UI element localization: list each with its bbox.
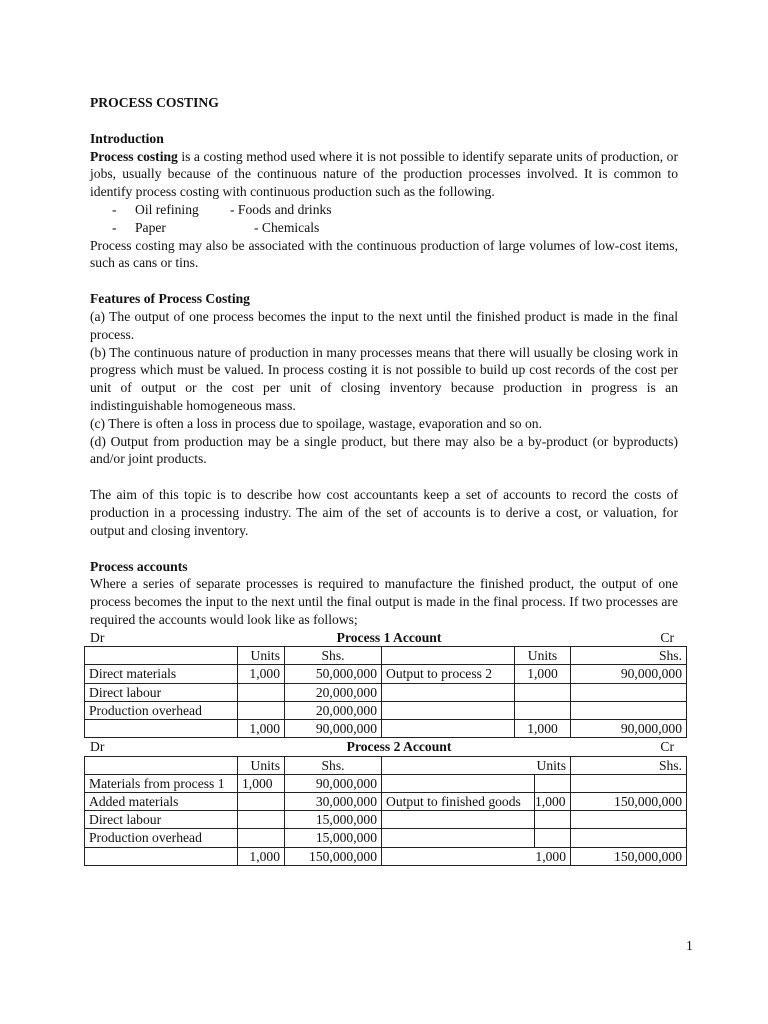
row-description xyxy=(382,774,535,792)
table-row xyxy=(85,792,687,810)
process-accounts-heading: Process accounts xyxy=(90,558,188,574)
feature-item-c: (c) There is often a loss in process due to spoilage, wastage, evaporation and so on. xyxy=(90,415,542,431)
table-row xyxy=(85,683,687,701)
row-amount: 15,000,000 xyxy=(285,829,382,847)
row-amount: 90,000,000 xyxy=(571,665,687,683)
total-units: 1,000 xyxy=(515,719,571,737)
account2-table xyxy=(84,756,687,866)
account1-title: Process 1 Account xyxy=(336,629,442,645)
shs-header: Shs. xyxy=(571,756,687,774)
row-units xyxy=(238,683,285,701)
table-row xyxy=(85,701,687,719)
row-units xyxy=(238,811,285,829)
account1-table xyxy=(84,646,687,738)
row-amount xyxy=(571,701,687,719)
row-description: Direct labour xyxy=(85,811,238,829)
dr-label: Dr xyxy=(90,739,105,755)
document-page xyxy=(89,94,682,866)
intro-paragraph-2: Process costing may also be associated with the continuous production of large volumes of low-cost items, such as cans or tins. xyxy=(90,237,678,271)
total-units: 1,000 xyxy=(382,847,571,865)
units-header: Units xyxy=(238,647,285,665)
total-units: 1,000 xyxy=(238,847,285,865)
dr-label: Dr xyxy=(90,629,105,645)
row-amount xyxy=(571,774,687,792)
table-row xyxy=(85,665,687,683)
row-units: 1,000 xyxy=(515,665,571,683)
account2-heading xyxy=(90,738,678,755)
row-amount: 15,000,000 xyxy=(285,811,382,829)
features-heading: Features of Process Costing xyxy=(90,291,250,307)
row-units: 1,000 xyxy=(535,792,571,810)
intro-heading: Introduction xyxy=(90,130,164,146)
table-header-row xyxy=(85,756,687,774)
units-header: Units xyxy=(515,647,571,665)
row-description: Production overhead xyxy=(85,829,238,847)
row-units xyxy=(238,792,285,810)
row-amount: 50,000,000 xyxy=(285,665,382,683)
total-units: 1,000 xyxy=(238,719,285,737)
row-description: Direct materials xyxy=(85,665,238,683)
table-row xyxy=(85,774,687,792)
shs-header: Shs. xyxy=(571,647,687,665)
bullet-item-a: Oil refining xyxy=(135,201,199,217)
row-units xyxy=(238,829,285,847)
table-total-row xyxy=(85,847,687,865)
row-units xyxy=(535,774,571,792)
table-row xyxy=(85,811,687,829)
row-description xyxy=(382,811,535,829)
row-amount xyxy=(571,829,687,847)
row-amount xyxy=(571,811,687,829)
bullet-dash: - xyxy=(112,201,117,217)
row-units xyxy=(535,829,571,847)
row-amount xyxy=(571,683,687,701)
page-title: PROCESS COSTING xyxy=(90,95,219,110)
account2-title: Process 2 Account xyxy=(346,739,452,755)
feature-item-d: (d) Output from production may be a single product, but there may also be a by-product (or byproducts) and/or joint products. xyxy=(90,433,678,467)
account1-heading xyxy=(90,629,678,646)
table-row xyxy=(85,829,687,847)
total-amount: 90,000,000 xyxy=(285,719,382,737)
intro-lead-term: Process costing xyxy=(90,148,178,164)
row-units xyxy=(238,701,285,719)
row-description: Output to process 2 xyxy=(382,665,515,683)
row-description: Direct labour xyxy=(85,683,238,701)
row-description: Added materials xyxy=(85,792,238,810)
row-amount: 30,000,000 xyxy=(285,792,382,810)
units-header: Units xyxy=(382,756,571,774)
cr-label: Cr xyxy=(660,739,674,755)
total-amount: 150,000,000 xyxy=(285,847,382,865)
row-amount: 150,000,000 xyxy=(571,792,687,810)
feature-item-b: (b) The continuous nature of production in many processes means that there will usually be closing work in progress which must be valued. In process costing it is not possible to build up cost records of the cost per unit of output or the cost per unit of closing inventory because production in progress is an indistinguishable homogeneous mass. xyxy=(90,344,678,413)
row-amount: 20,000,000 xyxy=(285,683,382,701)
row-description xyxy=(382,829,535,847)
row-description xyxy=(382,701,515,719)
row-description: Production overhead xyxy=(85,701,238,719)
intro-para1-text: is a costing method used where it is not possible to identify separate units of production, or jobs, usually because of the continuous nature of the production processes involved. It is common to identify process costing with continuous production such as the following. xyxy=(90,148,678,200)
table-header-row xyxy=(85,647,687,665)
page-number: 1 xyxy=(686,938,693,953)
bullet-item-a: Paper xyxy=(135,219,166,235)
table-total-row xyxy=(85,719,687,737)
row-amount: 20,000,000 xyxy=(285,701,382,719)
shs-header: Shs. xyxy=(285,647,382,665)
row-units: 1,000 xyxy=(238,665,285,683)
total-amount: 150,000,000 xyxy=(571,847,687,865)
row-units xyxy=(515,701,571,719)
shs-header: Shs. xyxy=(285,756,382,774)
cr-label: Cr xyxy=(660,629,674,645)
row-units xyxy=(515,683,571,701)
row-units xyxy=(535,811,571,829)
process-accounts-paragraph: Where a series of separate processes is required to manufacture the finished product, the output of one process becomes the input to the next until the final output is made in the final process. If two processes are required the accounts would look like as follows; xyxy=(90,576,678,627)
bullet-line-2 xyxy=(90,219,678,237)
total-amount: 90,000,000 xyxy=(571,719,687,737)
row-description xyxy=(382,683,515,701)
bullet-item-b: - Foods and drinks xyxy=(230,201,332,217)
bullet-item-b: - Chemicals xyxy=(254,219,320,235)
aim-paragraph: The aim of this topic is to describe how cost accountants keep a set of accounts to record the costs of production in a processing industry. The aim of the set of accounts is to derive a cost, or valuation, for output and closing inventory. xyxy=(90,487,678,538)
feature-item-a: (a) The output of one process becomes the input to the next until the finished product is made in the final process. xyxy=(90,308,678,342)
row-description: Output to finished goods xyxy=(382,792,535,810)
intro-paragraph-1 xyxy=(90,148,678,201)
bullet-line-1 xyxy=(90,201,678,219)
row-amount: 90,000,000 xyxy=(285,774,382,792)
row-units: 1,000 xyxy=(238,774,285,792)
row-description: Materials from process 1 xyxy=(85,774,238,792)
units-header: Units xyxy=(238,756,285,774)
bullet-dash: - xyxy=(112,219,117,235)
